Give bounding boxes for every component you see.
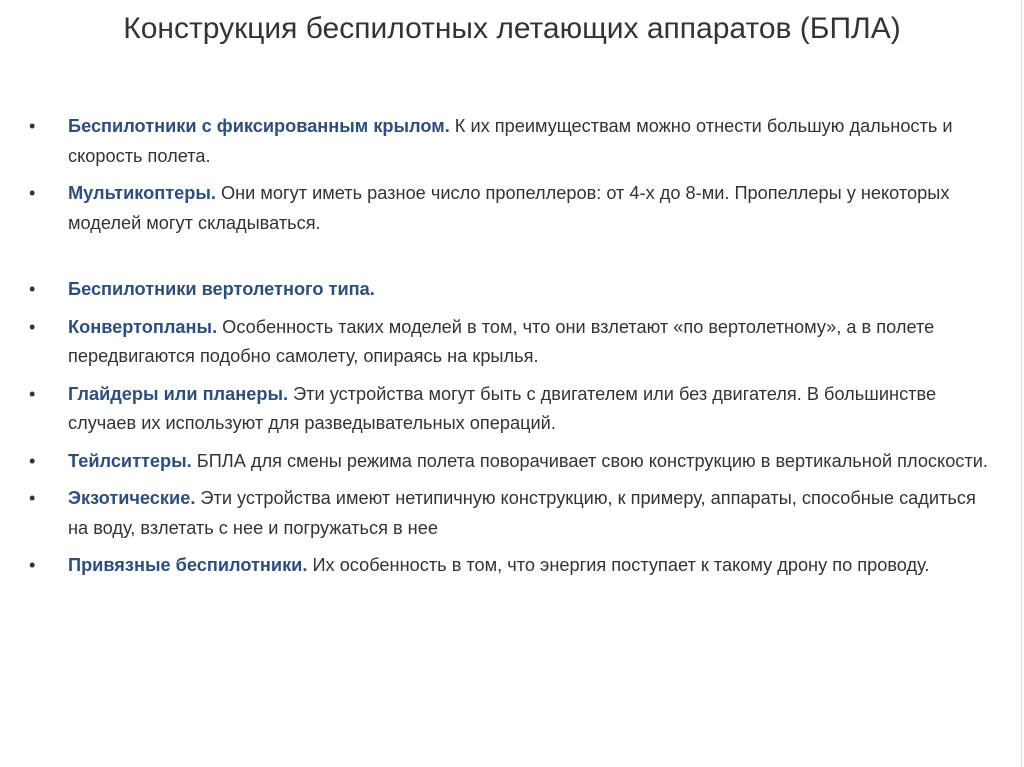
list-item-term: Мультикоптеры. <box>68 183 216 203</box>
bullet-icon: • <box>29 555 36 575</box>
list-item <box>29 380 989 439</box>
bullet-icon: • <box>29 316 36 337</box>
bullet-list <box>29 112 989 589</box>
list-item <box>29 112 989 171</box>
list-item-term: Беспилотники с фиксированным крылом. <box>68 116 450 136</box>
list-item-text: Они могут иметь разное число пропеллеров: от 4-х до 8-ми. Пропеллеры у некоторых моделей могут складываться. <box>68 183 950 233</box>
list-item <box>29 484 989 543</box>
bullet-icon: • <box>29 383 36 404</box>
list-item-term: Беспилотники вертолетного типа. <box>68 279 375 299</box>
list-item-text: К их преимуществам можно отнести большую дальность и скорость полета. <box>68 116 953 166</box>
bullet-icon: • <box>29 450 36 471</box>
slide-title: Конструкция беспилотных летающих аппаратов (БПЛА) <box>123 12 901 45</box>
list-item-text: БПЛА для смены режима полета поворачивает свою конструкцию в вертикальной плоскости. <box>191 450 988 471</box>
list-item-term: Тейлситтеры. <box>68 450 192 471</box>
list-item-text: Особенность таких моделей в том, что они взлетают «по вертолетному», а в полете передвигаются подобно самолету, опираясь на крылья. <box>68 316 935 366</box>
list-item-text: Эти устройства могут быть с двигателем или без двигателя. В большинстве случаев их используют для разведывательных операций. <box>68 383 937 433</box>
bullet-icon: • <box>29 279 36 299</box>
list-item-term: Конвертопланы. <box>68 316 218 337</box>
list-item <box>29 447 989 477</box>
list-item <box>29 275 989 305</box>
list-item <box>29 313 989 372</box>
list-item-term: Экзотические. <box>68 488 196 508</box>
list-item-term: Привязные беспилотники. <box>68 555 308 575</box>
bullet-icon: • <box>29 488 36 508</box>
bullet-icon: • <box>29 183 36 203</box>
list-item-text: Эти устройства имеют нетипичную конструкцию, к примеру, аппараты, способные садиться на воду, взлетать с нее и погружаться в нее <box>68 488 976 538</box>
slide-edge-line <box>1021 0 1022 767</box>
list-item-text: Их особенность в том, что энергия поступает к такому дрону по проводу. <box>307 555 930 575</box>
list-item <box>29 551 989 581</box>
list-item-term: Глайдеры или планеры. <box>68 383 289 404</box>
bullet-icon: • <box>29 116 36 136</box>
list-item <box>29 179 989 238</box>
